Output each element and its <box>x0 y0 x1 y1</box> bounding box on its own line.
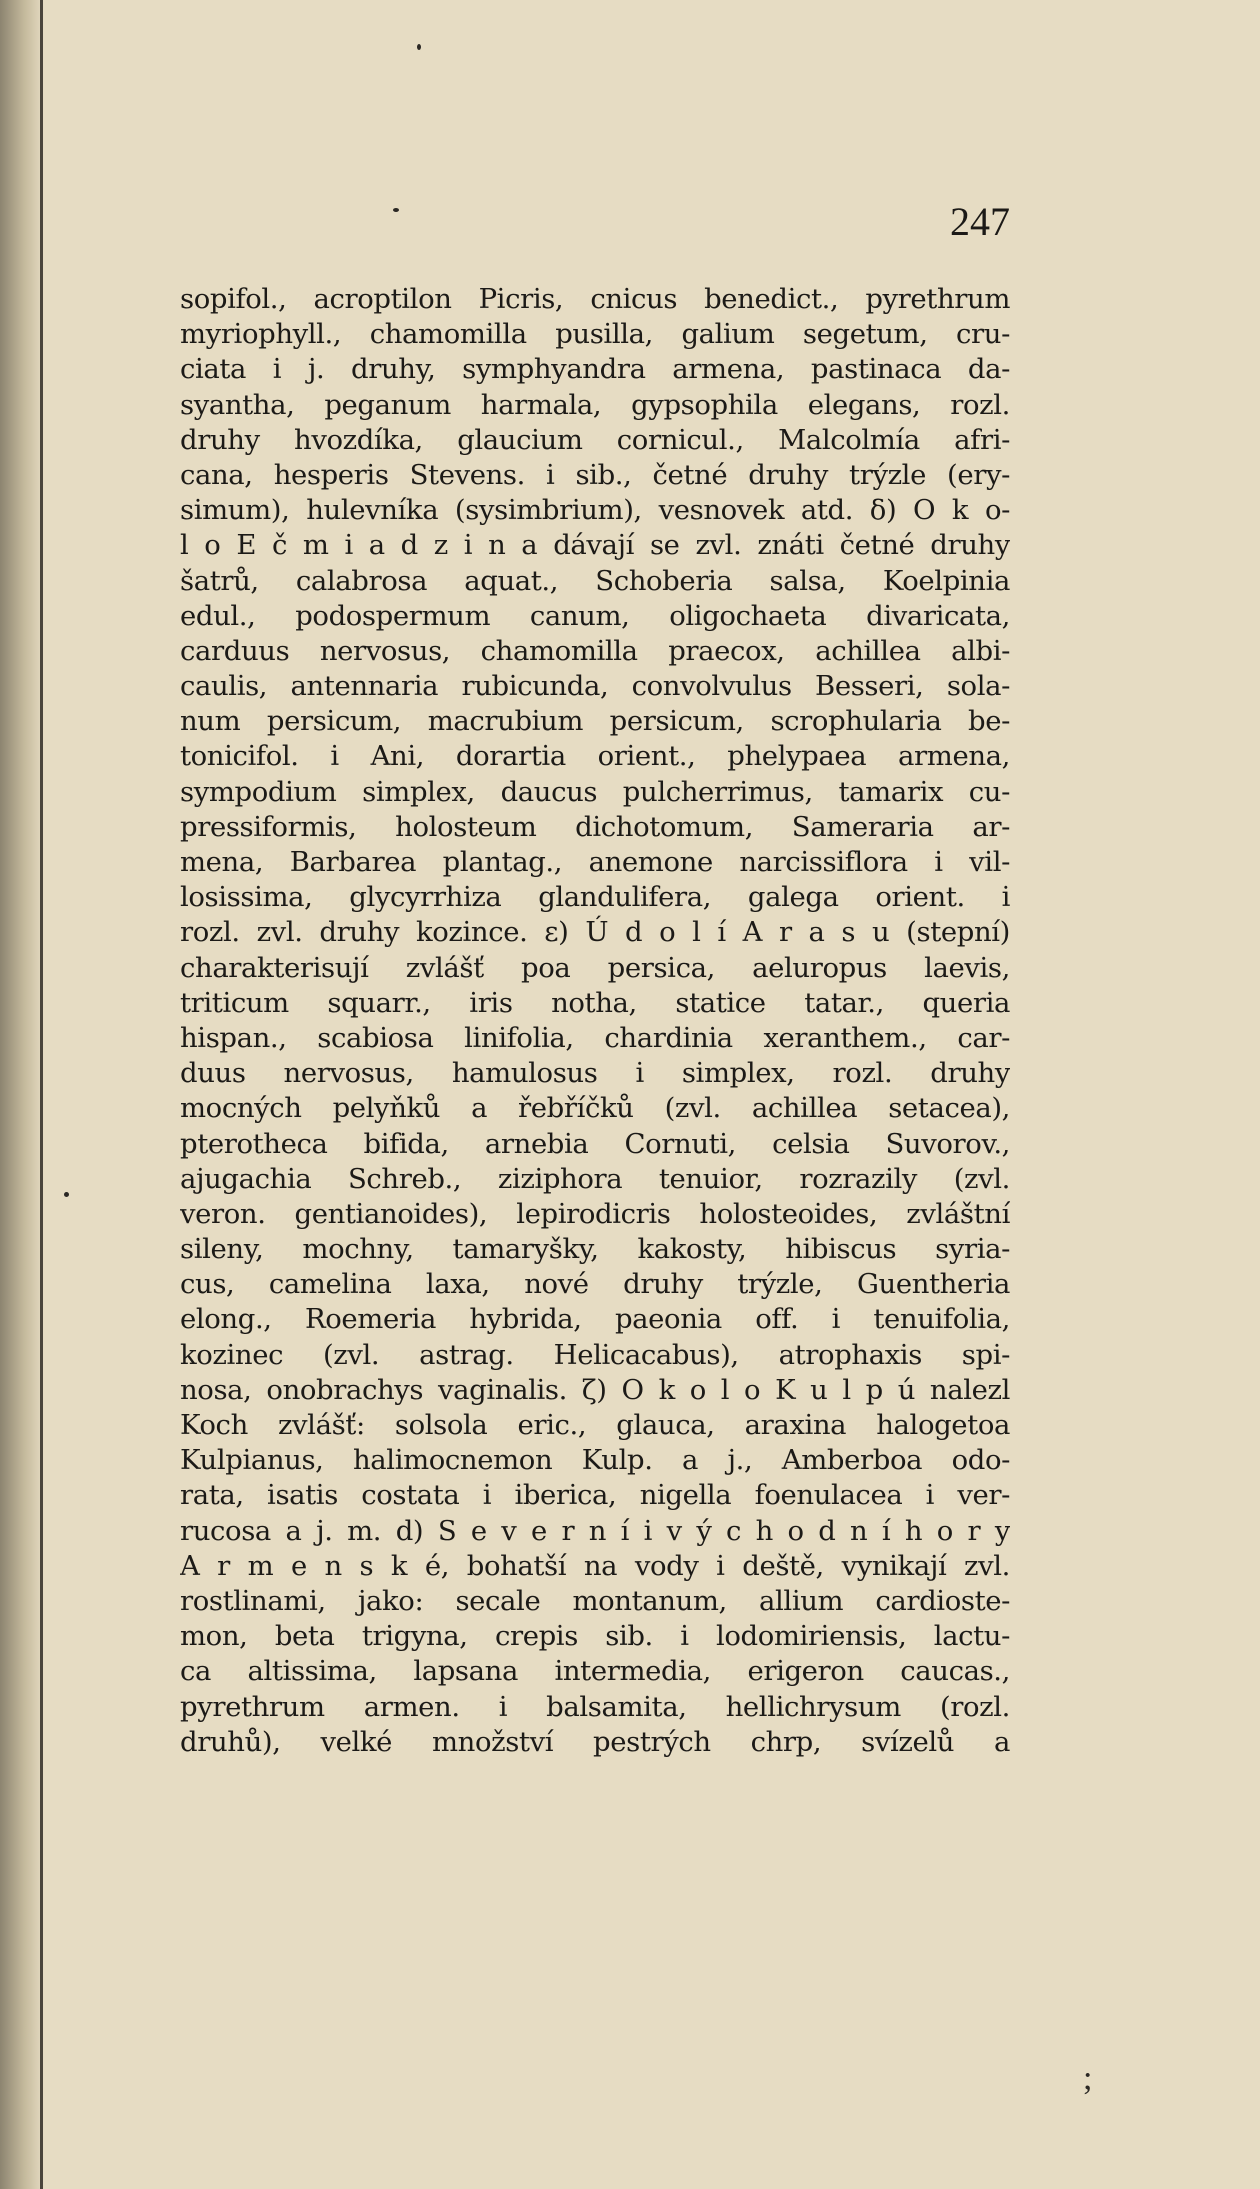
text-line: hispan., scabiosa linifolia, chardinia xeranthem., car- <box>180 1021 1010 1054</box>
text-line: l o E č m i a d z i n a dávají se zvl. znáti četné druhy <box>180 529 1010 562</box>
text-line: triticum squarr., iris notha, statice tatar., queria <box>180 986 1010 1019</box>
text-line: mena, Barbarea plantag., anemone narcissiflora i vil- <box>180 846 1010 878</box>
text-line: losissima, glycyrrhiza glandulifera, galega orient. i <box>180 881 1010 914</box>
text-line: pterotheca bifida, arnebia Cornuti, celsia Suvorov., <box>180 1127 1010 1160</box>
text-line: šatrů, calabrosa aquat., Schoberia salsa, Koelpinia <box>180 564 1010 597</box>
text-line: elong., Roemeria hybrida, paeonia off. i tenuifolia, <box>180 1303 1010 1336</box>
text-line: rucosa a j. m. d) S e v e r n í i v ý c h o d n í h o r y <box>180 1514 1010 1547</box>
ink-speck <box>393 208 399 212</box>
page-number: 247 <box>950 199 1010 244</box>
text-line: A r m e n s k é, bohatší na vody i deště, vynikají zvl. <box>180 1549 1010 1582</box>
text-line: Kulpianus, halimocnemon Kulp. a j., Amberboa odo- <box>180 1444 1010 1477</box>
text-line: carduus nervosus, chamomilla praecox, achillea albi- <box>180 634 1010 667</box>
text-line: syantha, peganum harmala, gypsophila elegans, rozl. <box>180 388 1010 421</box>
margin-mark: ; <box>1083 2060 1093 2097</box>
text-line: rozl. zvl. druhy kozince. ε) Ú d o l í A r a s u (stepní) <box>180 916 1010 949</box>
text-line: charakterisují zvlášť poa persica, aeluropus laevis, <box>180 951 1010 984</box>
page-gutter <box>0 0 44 2189</box>
text-line: Koch zvlášť: solsola eric., glauca, araxina halogetoa <box>180 1409 1010 1441</box>
text-line: ciata i j. druhy, symphyandra armena, pastinaca da- <box>180 353 1010 386</box>
text-line: caulis, antennaria rubicunda, convolvulus Besseri, sola- <box>180 670 1010 703</box>
text-line: kozinec (zvl. astrag. Helicacabus), atrophaxis spi- <box>180 1338 1010 1371</box>
text-line: ca altissima, lapsana intermedia, erigeron caucas., <box>180 1655 1010 1688</box>
text-line: rata, isatis costata i iberica, nigella foenulacea i ver- <box>180 1479 1010 1512</box>
text-line: druhů), velké množství pestrých chrp, svízelů a <box>180 1725 1010 1758</box>
text-line: druhy hvozdíka, glaucium cornicul., Malcolmía afri- <box>180 423 1010 456</box>
text-line: pyrethrum armen. i balsamita, hellichrysum (rozl. <box>180 1690 1010 1723</box>
text-line: cana, hesperis Stevens. i sib., četné druhy trýzle (ery- <box>180 458 1010 491</box>
text-line: mon, beta trigyna, crepis sib. i lodomiriensis, lactu- <box>180 1620 1010 1653</box>
text-line: num persicum, macrubium persicum, scrophularia be- <box>180 705 1010 738</box>
text-line: tonicifol. i Ani, dorartia orient., phelypaea armena, <box>180 740 1010 773</box>
text-line: nosa, onobrachys vaginalis. ζ) O k o l o K u l p ú nalezl <box>180 1373 1010 1406</box>
text-line: edul., podospermum canum, oligochaeta divaricata, <box>180 599 1010 632</box>
body-text <box>180 282 1010 1760</box>
text-line: ajugachia Schreb., ziziphora tenuior, rozrazily (zvl. <box>180 1162 1010 1195</box>
ink-speck <box>417 44 421 50</box>
text-line: cus, camelina laxa, nové druhy trýzle, Guentheria <box>180 1268 1010 1301</box>
text-line: sopifol., acroptilon Picris, cnicus benedict., pyrethrum <box>180 283 1010 315</box>
text-line: myriophyll., chamomilla pusilla, galium segetum, cru- <box>180 318 1010 351</box>
text-line: veron. gentianoides), lepirodicris holosteoides, zvláštní <box>180 1197 1010 1230</box>
text-line: duus nervosus, hamulosus i simplex, rozl. druhy <box>180 1057 1010 1090</box>
ink-speck <box>64 1192 69 1197</box>
text-line: simum), hulevníka (sysimbrium), vesnovek atd. δ) O k o- <box>180 494 1010 527</box>
text-line: mocných pelyňků a řebříčků (zvl. achillea setacea), <box>180 1092 1010 1125</box>
text-line: sileny, mochny, tamaryšky, kakosty, hibiscus syria- <box>180 1233 1010 1266</box>
text-line: rostlinami, jako: secale montanum, allium cardioste- <box>180 1584 1010 1617</box>
binding-edge <box>40 0 43 2189</box>
text-line: sympodium simplex, daucus pulcherrimus, tamarix cu- <box>180 775 1010 808</box>
text-line: pressiformis, holosteum dichotomum, Sameraria ar- <box>180 810 1010 843</box>
